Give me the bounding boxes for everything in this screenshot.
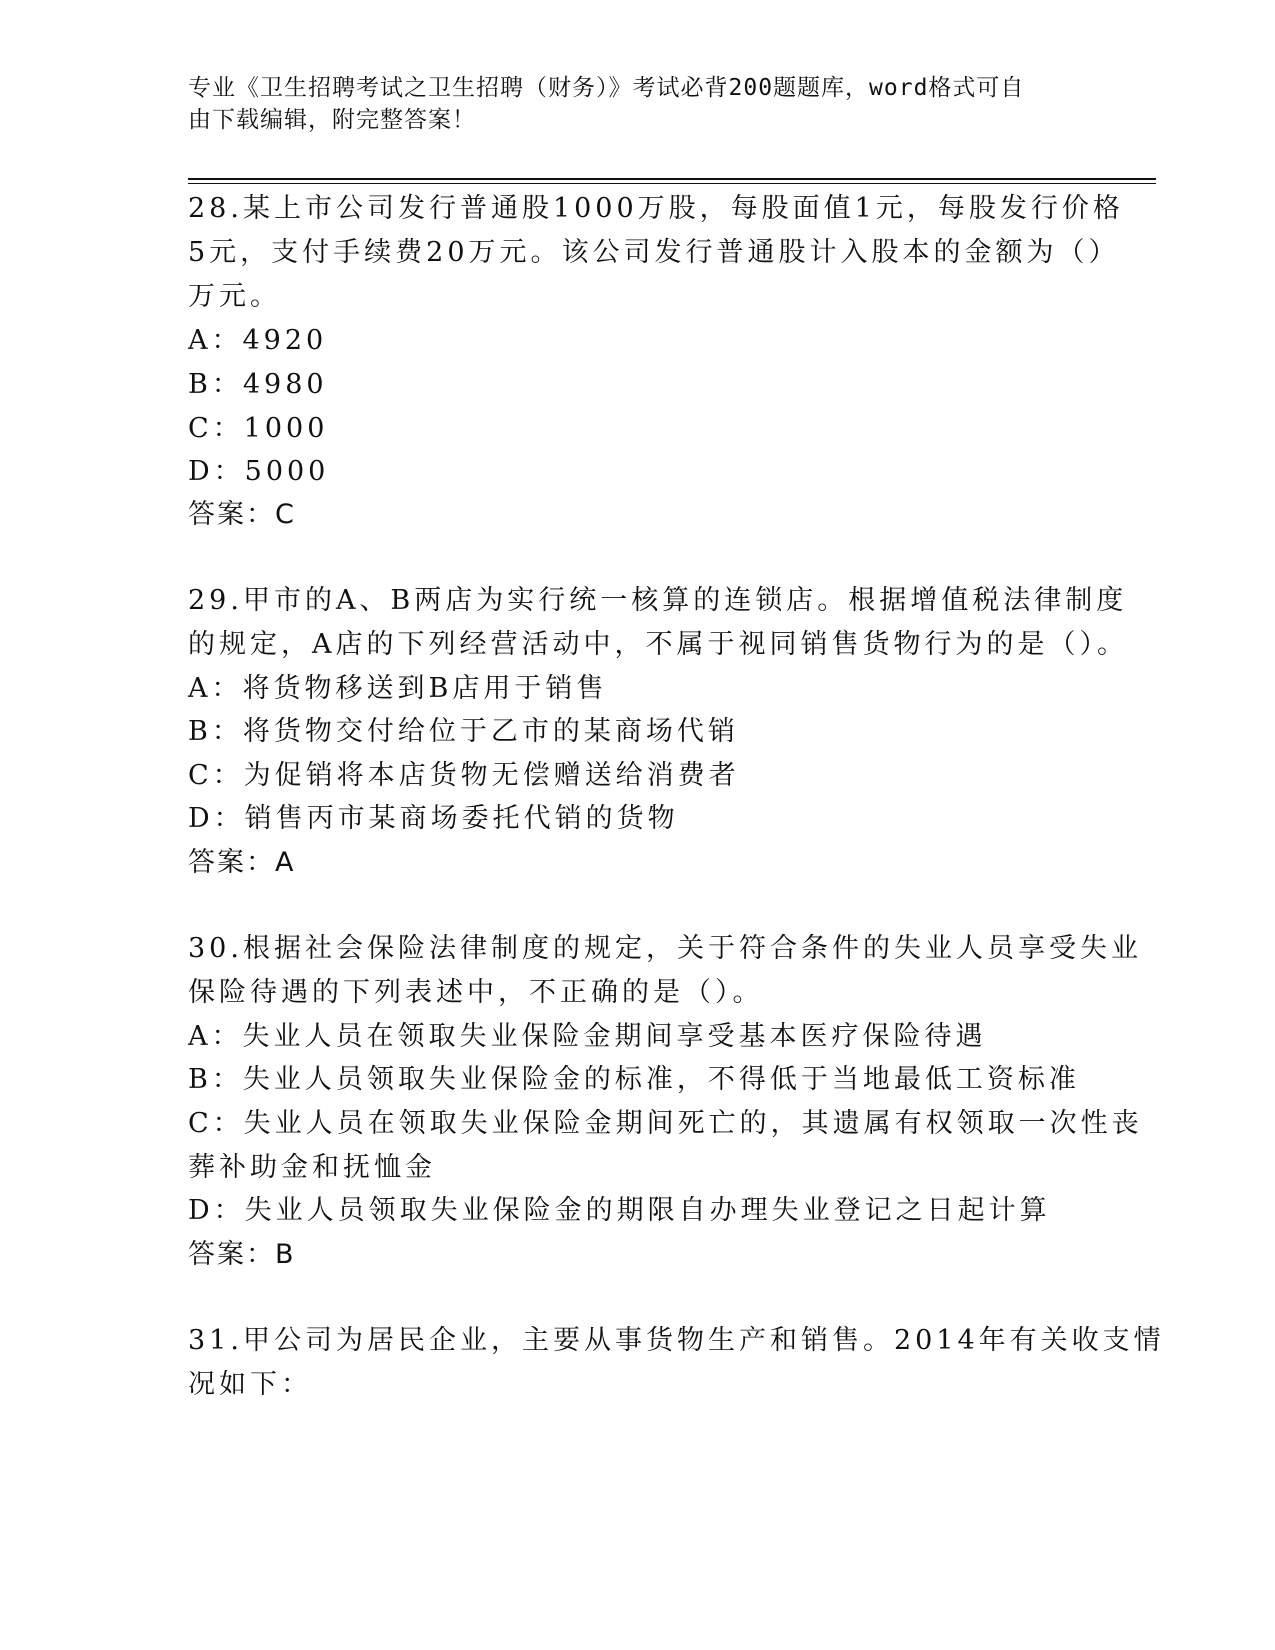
q29-stem-line-2: 的规定，A店的下列经营活动中，不属于视同销售货物行为的是（）。: [188, 629, 1128, 660]
q29-option-d: D：销售丙市某商场委托代销的货物: [188, 803, 679, 834]
header-divider: [188, 178, 1156, 184]
header-line-2: 由下载编辑，附完整答案！: [188, 107, 476, 133]
q28-stem-line-3: 万元。: [188, 281, 281, 312]
q29-stem-line-1: 29.甲市的A、B两店为实行统一核算的连锁店。根据增值税法律制度: [188, 585, 1128, 616]
q29-option-a: A：将货物移送到B店用于销售: [188, 673, 608, 704]
q30-option-b: B：失业人员领取失业保险金的标准，不得低于当地最低工资标准: [188, 1064, 1080, 1095]
q30-option-c-line-1: C：失业人员在领取失业保险金期间死亡的，其遗属有权领取一次性丧: [188, 1108, 1143, 1139]
q28-stem-line-1: 28.某上市公司发行普通股1000万股，每股面值1元，每股发行价格: [188, 193, 1124, 224]
q30-answer: 答案：B: [188, 1239, 296, 1270]
q30-stem-line-1: 30.根据社会保险法律制度的规定，关于符合条件的失业人员享受失业: [188, 933, 1142, 964]
q30-option-c-line-2: 葬补助金和抚恤金: [188, 1152, 436, 1183]
q30-option-a: A：失业人员在领取失业保险金期间享受基本医疗保险待遇: [188, 1021, 987, 1052]
document-header: [188, 72, 1088, 136]
q30-stem-line-2: 保险待遇的下列表述中，不正确的是（）。: [188, 977, 764, 1008]
q28-answer: 答案：C: [188, 499, 296, 530]
q29-option-b: B：将货物交付给位于乙市的某商场代销: [188, 716, 739, 747]
q28-option-c: C：1000: [188, 413, 329, 444]
q29-option-c: C：为促销将本店货物无偿赠送给消费者: [188, 760, 740, 791]
q28-option-b: B：4980: [188, 369, 328, 400]
q28-option-d: D：5000: [188, 456, 330, 487]
header-line-1: 专业《卫生招聘考试之卫生招聘（财务）》考试必背200题题库，word格式可自: [188, 75, 1025, 101]
q31-stem-line-1: 31.甲公司为居民企业，主要从事货物生产和销售。2014年有关收支情: [188, 1325, 1165, 1356]
q31-stem-line-2: 况如下：: [188, 1369, 312, 1400]
q29-answer: 答案：A: [188, 847, 296, 878]
q28-option-a: A：4920: [188, 325, 328, 356]
q28-stem-line-2: 5元，支付手续费20万元。该公司发行普通股计入股本的金额为（）: [188, 237, 1120, 268]
q30-option-d: D：失业人员领取失业保险金的期限自办理失业登记之日起计算: [188, 1195, 1051, 1226]
